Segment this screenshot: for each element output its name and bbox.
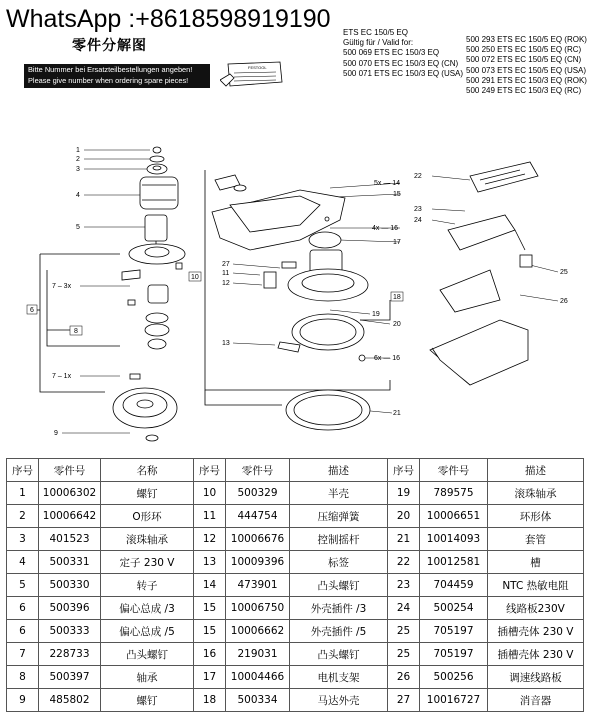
table-cell: 消音器 bbox=[488, 689, 584, 712]
table-cell: 凸头螺钉 bbox=[101, 643, 194, 666]
table-cell: 14 bbox=[194, 574, 226, 597]
table-cell: 1 bbox=[7, 482, 39, 505]
table-cell: 6 bbox=[7, 620, 39, 643]
table-cell: 3 bbox=[7, 528, 39, 551]
callout-23: 23 bbox=[414, 206, 422, 213]
table-cell: 轴承 bbox=[101, 666, 194, 689]
table-cell: 24 bbox=[388, 597, 420, 620]
table-cell: 10006750 bbox=[226, 597, 290, 620]
table-cell: 套管 bbox=[488, 528, 584, 551]
table-cell: 插槽壳体 230 V bbox=[488, 620, 584, 643]
callout-1: 1 bbox=[76, 147, 80, 154]
header-part-no-2: 零件号 bbox=[226, 459, 290, 482]
table-cell: 环形体 bbox=[488, 505, 584, 528]
callout-22: 22 bbox=[414, 173, 422, 180]
table-cell: 500331 bbox=[39, 551, 101, 574]
table-cell: 电机支架 bbox=[290, 666, 388, 689]
order-note-en: Please give number when ordering spare pieces! bbox=[28, 75, 189, 85]
table-cell: 外壳插件 /5 bbox=[290, 620, 388, 643]
table-cell: 转子 bbox=[101, 574, 194, 597]
table-cell: 705197 bbox=[420, 643, 488, 666]
callout-25: 25 bbox=[560, 269, 568, 276]
callout-6: 6 bbox=[30, 307, 34, 314]
table-cell: 500334 bbox=[226, 689, 290, 712]
table-cell: 401523 bbox=[39, 528, 101, 551]
model-line: ETS EC 150/5 EQ bbox=[343, 28, 408, 37]
callout-19: 19 bbox=[372, 311, 380, 318]
table-cell: 7 bbox=[7, 643, 39, 666]
table-cell: 228733 bbox=[39, 643, 101, 666]
header-no-3: 序号 bbox=[388, 459, 420, 482]
model-line: 500 072 ETS EC 150/5 EQ (CN) bbox=[466, 55, 582, 65]
table-row bbox=[7, 574, 584, 597]
table-cell: 500333 bbox=[39, 620, 101, 643]
table-cell: 21 bbox=[388, 528, 420, 551]
table-row bbox=[7, 528, 584, 551]
table-cell: 11 bbox=[194, 505, 226, 528]
callout-12: 12 bbox=[222, 280, 230, 287]
table-cell: 26 bbox=[388, 666, 420, 689]
table-cell: 偏心总成 /5 bbox=[101, 620, 194, 643]
callout-9: 9 bbox=[54, 430, 58, 437]
callout-4: 4 bbox=[76, 192, 80, 199]
table-cell: 半壳 bbox=[290, 482, 388, 505]
table-cell: 8 bbox=[7, 666, 39, 689]
form-icon-label: FESTOOL bbox=[248, 65, 267, 70]
model-line: 500 069 ETS EC 150/3 EQ bbox=[343, 48, 440, 58]
callout-18: 18 bbox=[393, 294, 401, 301]
table-cell: 螺钉 bbox=[101, 689, 194, 712]
table-cell: 螺钉 bbox=[101, 482, 194, 505]
part-24-circuit-board bbox=[448, 215, 515, 250]
table-header-row bbox=[7, 459, 584, 482]
callout-21: 21 bbox=[393, 410, 401, 417]
callout-2: 2 bbox=[76, 156, 80, 163]
header-name-1: 名称 bbox=[101, 459, 194, 482]
callout-10: 10 bbox=[191, 274, 199, 281]
table-row bbox=[7, 551, 584, 574]
part-1-screw bbox=[153, 147, 161, 153]
callout-15: 15 bbox=[393, 191, 401, 198]
order-form-icon bbox=[220, 60, 286, 88]
table-cell: 500330 bbox=[39, 574, 101, 597]
callout-20: 20 bbox=[393, 321, 401, 328]
model-list-right bbox=[466, 35, 587, 96]
table-cell: 10004466 bbox=[226, 666, 290, 689]
model-list-left bbox=[343, 28, 463, 79]
table-row bbox=[7, 689, 584, 712]
model-line: 500 250 ETS EC 150/5 EQ (RC) bbox=[466, 45, 582, 55]
header-part-no-3: 零件号 bbox=[420, 459, 488, 482]
bracket-6 bbox=[40, 254, 105, 392]
table-cell: 9 bbox=[7, 689, 39, 712]
header-desc-3: 描述 bbox=[488, 459, 584, 482]
parts-table bbox=[6, 458, 584, 712]
callout-16: 4x — 16 bbox=[372, 225, 399, 232]
table-cell: 5 bbox=[7, 574, 39, 597]
table-cell: 25 bbox=[388, 620, 420, 643]
table-cell: 4 bbox=[7, 551, 39, 574]
table-cell: 13 bbox=[194, 551, 226, 574]
table-cell: 15 bbox=[194, 597, 226, 620]
part-5-rotor bbox=[145, 215, 167, 241]
table-cell: 500256 bbox=[420, 666, 488, 689]
part-6-eccentric bbox=[148, 285, 168, 303]
table-cell: 凸头螺钉 bbox=[290, 643, 388, 666]
table-cell: 17 bbox=[194, 666, 226, 689]
document-title: 零件分解图 bbox=[72, 37, 147, 53]
whatsapp-watermark: WhatsApp :+8618598919190 bbox=[6, 5, 331, 33]
table-cell: 10014093 bbox=[420, 528, 488, 551]
table-cell: 偏心总成 /3 bbox=[101, 597, 194, 620]
callout-17: 17 bbox=[393, 239, 401, 246]
table-row bbox=[7, 666, 584, 689]
table-cell: 线路板230V bbox=[488, 597, 584, 620]
table-cell: 16 bbox=[194, 643, 226, 666]
table-row bbox=[7, 643, 584, 666]
header-desc-2: 描述 bbox=[290, 459, 388, 482]
table-cell: 凸头螺钉 bbox=[290, 574, 388, 597]
table-cell: O形环 bbox=[101, 505, 194, 528]
table-row bbox=[7, 597, 584, 620]
table-body bbox=[7, 482, 584, 712]
table-cell: 23 bbox=[388, 574, 420, 597]
table-cell: 槽 bbox=[488, 551, 584, 574]
table-cell: 10006662 bbox=[226, 620, 290, 643]
callout-14: 5x — 14 bbox=[374, 180, 401, 187]
callout-16-6x: 6x — 16 bbox=[374, 355, 401, 362]
table-cell: 27 bbox=[388, 689, 420, 712]
table-cell: 10 bbox=[194, 482, 226, 505]
table-cell: 705197 bbox=[420, 620, 488, 643]
table-cell: 12 bbox=[194, 528, 226, 551]
table-cell: 18 bbox=[194, 689, 226, 712]
table-cell: 定子 230 V bbox=[101, 551, 194, 574]
callout-7-1x: 7 – 1x bbox=[52, 373, 72, 380]
table-cell: 473901 bbox=[226, 574, 290, 597]
callout-11: 11 bbox=[222, 270, 230, 277]
table-cell: 15 bbox=[194, 620, 226, 643]
table-cell: 10006676 bbox=[226, 528, 290, 551]
exploded-view-diagram bbox=[0, 140, 591, 455]
table-cell: 500329 bbox=[226, 482, 290, 505]
table-cell: 6 bbox=[7, 597, 39, 620]
callout-24: 24 bbox=[414, 217, 422, 224]
table-cell: 压缩弹簧 bbox=[290, 505, 388, 528]
callout-26: 26 bbox=[560, 298, 568, 305]
header-no-1: 序号 bbox=[7, 459, 39, 482]
table-cell: 马达外壳 bbox=[290, 689, 388, 712]
table-cell: 10006642 bbox=[39, 505, 101, 528]
valid-for-label: Gültig für / Valid for: bbox=[343, 38, 414, 48]
table-cell: 500254 bbox=[420, 597, 488, 620]
table-cell: 22 bbox=[388, 551, 420, 574]
table-row bbox=[7, 620, 584, 643]
model-line: 500 070 ETS EC 150/3 EQ (CN) bbox=[343, 58, 459, 68]
model-line: 500 073 ETS EC 150/5 EQ (USA) bbox=[466, 65, 587, 75]
callout-27: 27 bbox=[222, 261, 230, 268]
table-cell: 10006651 bbox=[420, 505, 488, 528]
model-line: 500 293 ETS EC 150/5 EQ (ROK) bbox=[466, 35, 587, 44]
model-line: 500 249 ETS EC 150/3 EQ (RC) bbox=[466, 86, 582, 96]
callout-5: 5 bbox=[76, 224, 80, 231]
table-cell: 500396 bbox=[39, 597, 101, 620]
part-17-motor-bracket bbox=[309, 232, 341, 248]
table-cell: 485802 bbox=[39, 689, 101, 712]
order-note-box bbox=[24, 64, 210, 88]
table-cell: NTC 热敏电阻 bbox=[488, 574, 584, 597]
table-cell: 10009396 bbox=[226, 551, 290, 574]
table-cell: 标签 bbox=[290, 551, 388, 574]
bracket-8 bbox=[47, 270, 120, 346]
table-cell: 704459 bbox=[420, 574, 488, 597]
table-cell: 滚珠轴承 bbox=[101, 528, 194, 551]
order-note-de: Bitte Nummer bei Ersatzteilbestellungen angeben! bbox=[28, 65, 193, 74]
table-cell: 25 bbox=[388, 643, 420, 666]
part-4-stator bbox=[140, 177, 178, 209]
table-cell: 20 bbox=[388, 505, 420, 528]
table-row bbox=[7, 505, 584, 528]
table-cell: 219031 bbox=[226, 643, 290, 666]
table-cell: 10012581 bbox=[420, 551, 488, 574]
table-cell: 插槽壳体 230 V bbox=[488, 643, 584, 666]
callout-7-3x: 7 – 3x bbox=[52, 283, 72, 290]
table-row bbox=[7, 482, 584, 505]
table-cell: 10006302 bbox=[39, 482, 101, 505]
part-26-speed-board bbox=[440, 270, 500, 312]
table-cell: 19 bbox=[388, 482, 420, 505]
model-line: 500 291 ETS EC 150/3 EQ (ROK) bbox=[466, 75, 587, 85]
model-line: 500 071 ETS EC 150/3 EQ (USA) bbox=[343, 68, 464, 78]
callout-3: 3 bbox=[76, 166, 80, 173]
table-cell: 控制摇杆 bbox=[290, 528, 388, 551]
table-cell: 789575 bbox=[420, 482, 488, 505]
callout-13: 13 bbox=[222, 340, 230, 347]
table-cell: 444754 bbox=[226, 505, 290, 528]
table-cell: 10016727 bbox=[420, 689, 488, 712]
table-cell: 2 bbox=[7, 505, 39, 528]
part-22-slot bbox=[470, 162, 538, 192]
table-cell: 外壳插件 /3 bbox=[290, 597, 388, 620]
header-no-2: 序号 bbox=[194, 459, 226, 482]
table-cell: 500397 bbox=[39, 666, 101, 689]
header-part-no-1: 零件号 bbox=[39, 459, 101, 482]
callout-8: 8 bbox=[74, 328, 78, 335]
table-cell: 调速线路板 bbox=[488, 666, 584, 689]
part-25-slot-housing bbox=[430, 320, 528, 385]
table-cell: 滚珠轴承 bbox=[488, 482, 584, 505]
